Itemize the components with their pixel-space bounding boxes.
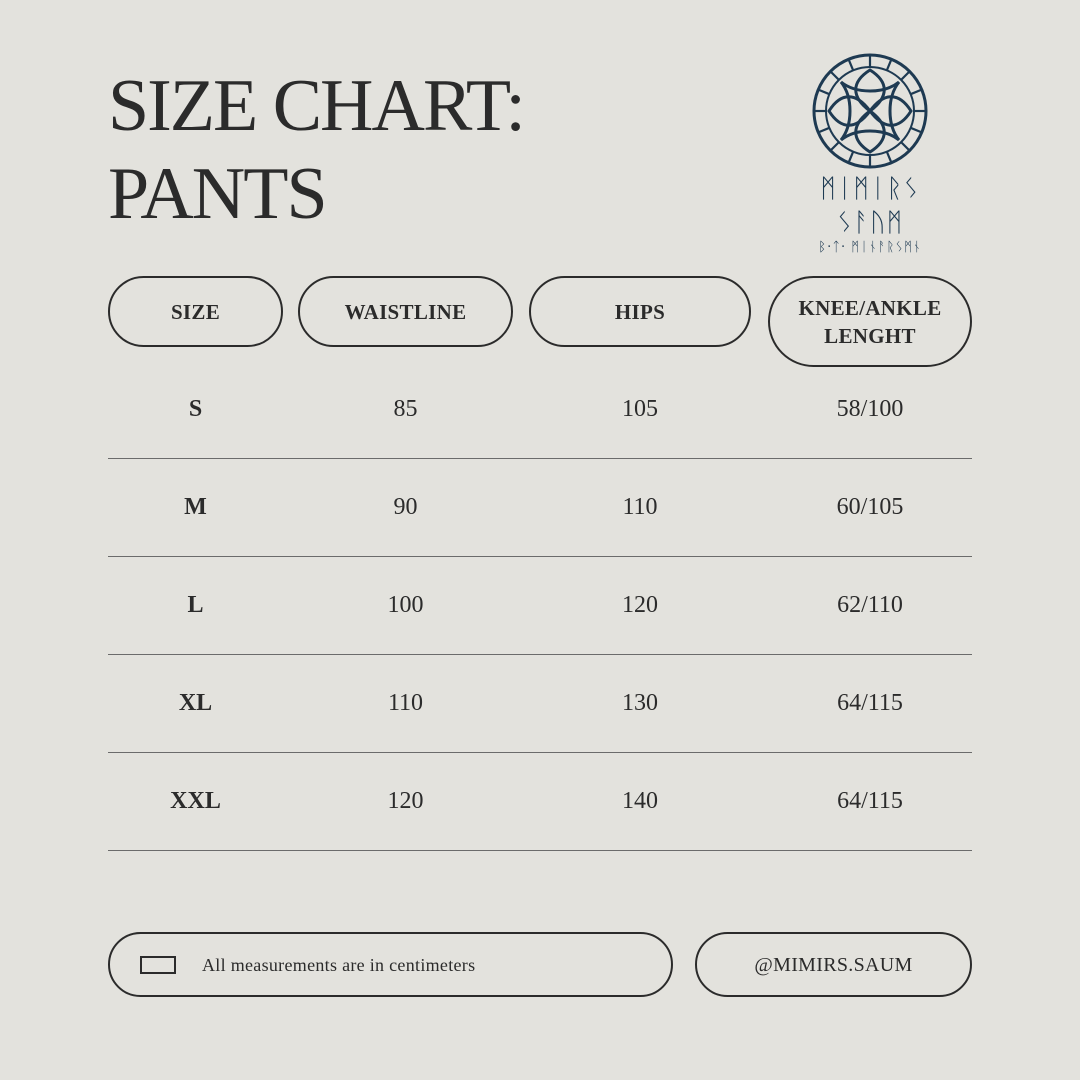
cell-size: M [184, 494, 207, 520]
cell-size: L [187, 592, 204, 618]
brand-name-runic: ᛗᛁᛗᛁᚱᛊ ᛊᚨᚢᛗ [820, 174, 920, 238]
header-waistline: WAISTLINE [298, 276, 513, 347]
table-row [108, 753, 972, 851]
cell-hips: 120 [622, 592, 658, 618]
table-row [108, 557, 972, 655]
size-table [108, 360, 972, 851]
header-size: SIZE [108, 276, 283, 347]
cell-hips: 105 [622, 395, 658, 422]
cell-waistline: 85 [393, 395, 418, 422]
cell-size: XL [178, 690, 213, 716]
cell-waistline: 90 [393, 494, 418, 520]
cell-hips: 140 [622, 788, 658, 814]
cell-knee-ankle: 64/115 [837, 690, 903, 716]
table-row [108, 459, 972, 557]
cell-waistline: 100 [387, 592, 424, 618]
title-line-1: SIZE CHART: [108, 65, 524, 147]
cell-hips: 110 [622, 494, 658, 520]
cell-knee-ankle: 62/110 [837, 592, 903, 618]
celtic-knot-shield-icon [811, 52, 929, 170]
measurement-note [108, 932, 673, 997]
header-knee-ankle-length [768, 276, 972, 367]
page-title [108, 62, 524, 238]
cell-size: XXL [170, 788, 221, 814]
cell-knee-ankle: 64/115 [837, 788, 903, 814]
header-knee-ankle-label: KNEE/ANKLE LENGHT [798, 295, 942, 348]
cell-knee-ankle: 60/105 [836, 494, 904, 520]
table-row [108, 655, 972, 753]
rectangle-icon [140, 956, 176, 974]
cell-waistline: 110 [387, 690, 424, 716]
measurement-note-text: All measurements are in centimeters [202, 954, 476, 975]
table-row [108, 360, 972, 459]
title-line-2: PANTS [108, 153, 326, 235]
cell-waistline: 120 [387, 788, 424, 814]
cell-knee-ankle: 58/100 [836, 395, 904, 422]
cell-hips: 130 [622, 690, 658, 716]
brand-subtitle-runic: ᛒ·ᛏ· ᛗᛁᚾᚨᚱᛊᛗᚾ [818, 240, 922, 255]
brand-name [790, 172, 950, 256]
cell-size: S [188, 395, 203, 422]
header-hips: HIPS [529, 276, 751, 347]
social-handle[interactable]: @MIMIRS.SAUM [695, 932, 972, 997]
